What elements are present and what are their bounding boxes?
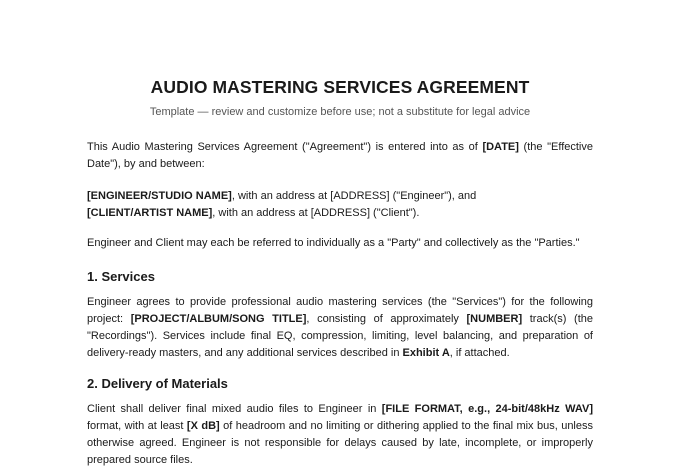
section-1-paragraph [87,294,593,362]
section-1-text-2: , consisting of approximately [306,313,467,325]
section-2-text: Client shall deliver final mixed audio files to Engineer in [87,403,382,415]
section-2-heading: 2. Delivery of Materials [87,376,228,391]
headroom-placeholder: [X dB] [186,420,220,432]
section-2-paragraph [87,401,593,469]
parties-definition-paragraph: Engineer and Client may each be referred to individually as a "Party" and collectively as the "Parties." [87,237,580,249]
section-2-text-3: of headroom and no limiting or dithering applied to the final mix bus, unless otherwise agreed. Engineer is not responsible for delays caused by late, incomplete, or improperly prepared source files. [87,420,593,466]
document-subtitle: Template — review and customize before use; not a substitute for legal advice [149,106,531,118]
section-1-text-3: track(s) (the "Recordings"). Services include final EQ, compression, limiting, level balancing, and preparation of delivery-ready masters, and any additional services described in [87,313,593,359]
client-address-text: , with an address at [ADDRESS] ("Client"). [212,207,420,219]
parties-block [87,188,593,222]
section-1-text: Engineer agrees to provide professional audio mastering services (the "Services") for the following project: [87,296,593,325]
track-number-placeholder: [NUMBER] [466,313,523,325]
engineer-name-placeholder: [ENGINEER/STUDIO NAME] [87,190,232,202]
file-format-placeholder: [FILE FORMAT, e.g., 24-bit/48kHz WAV] [381,403,593,415]
intro-text-end: (the "Effective Date"), by and between: [87,141,593,170]
section-1-text-4: , if attached. [449,347,510,359]
exhibit-a-reference: Exhibit A [402,347,450,359]
client-name-placeholder: [CLIENT/ARTIST NAME] [87,207,213,219]
intro-paragraph [87,139,593,173]
document-title: AUDIO MASTERING SERVICES AGREEMENT [150,77,530,97]
section-1-heading: 1. Services [87,269,155,284]
engineer-address-text: , with an address at [ADDRESS] ("Engineer"), and [231,190,477,202]
effective-date-placeholder: [DATE] [482,141,519,153]
section-2-text-2: format, with at least [87,420,187,432]
project-title-placeholder: [PROJECT/ALBUM/SONG TITLE] [130,313,307,325]
intro-text: This Audio Mastering Services Agreement ("Agreement") is entered into as of [87,141,483,153]
